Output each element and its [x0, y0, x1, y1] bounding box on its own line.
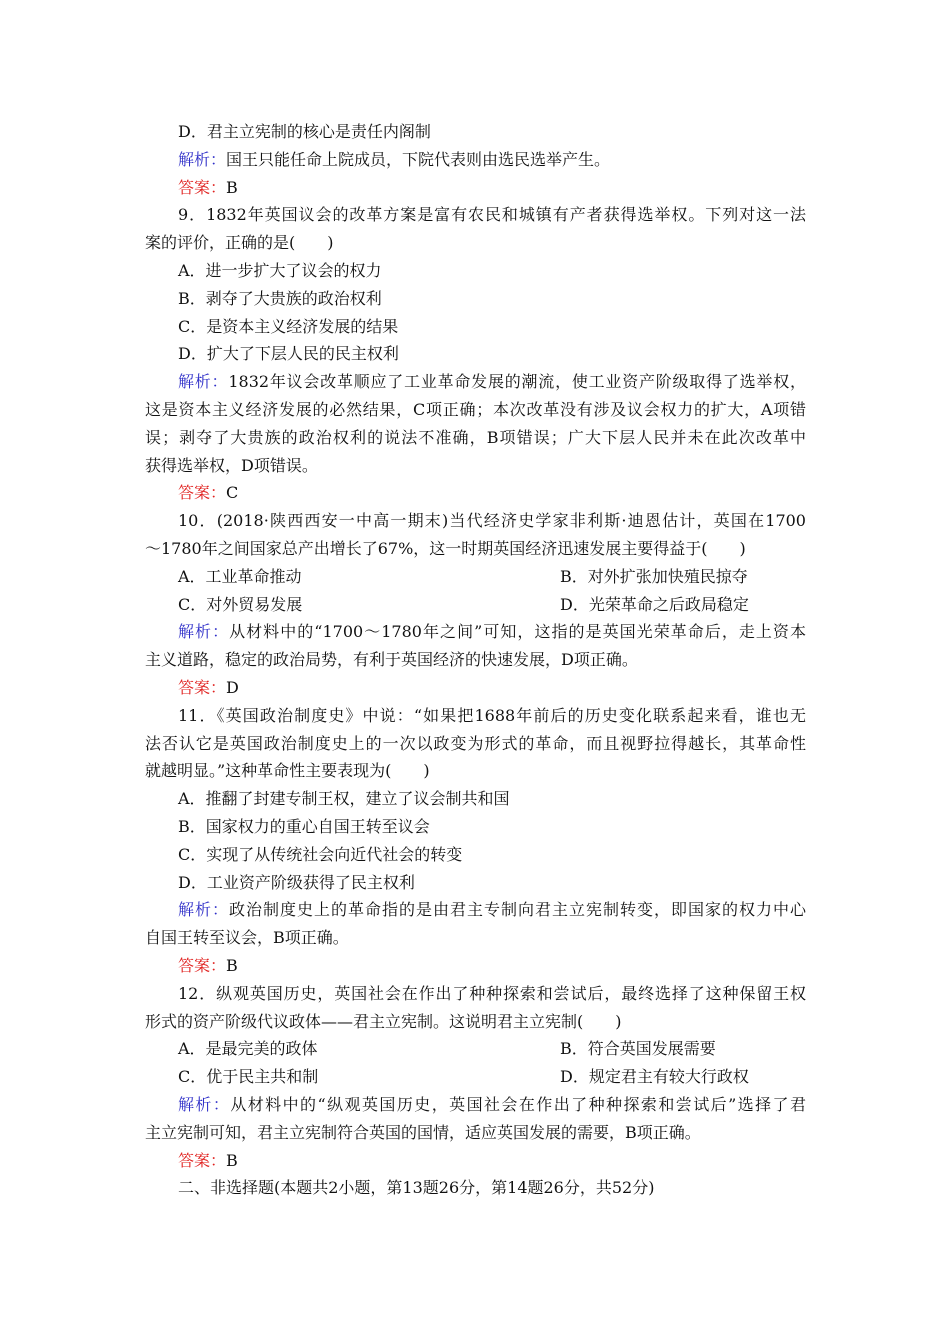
line-text: A．进一步扩大了议会的权力 [178, 261, 382, 280]
analysis-line [178, 368, 806, 396]
line-text: 从材料中的“纵观英国历史，英国社会在作出了种种探索和尝试后”选择了君 [230, 1095, 806, 1114]
line-text: B [226, 177, 238, 197]
line-text: C [226, 483, 239, 503]
text-line [145, 646, 806, 674]
line-text: ～1780年之间国家总产出增长了67%，这一时期英国经济迅速发展主要得益于( ) [145, 539, 746, 558]
line-text: C．优于民主共和制 [178, 1067, 319, 1087]
line-text: 二、非选择题(本题共2小题，第13题26分，第14题26分，共52分) [178, 1178, 655, 1198]
option-right-column: B．对外扩张加快殖民掠夺 [560, 566, 748, 586]
text-line [178, 785, 806, 813]
text-line [178, 1174, 806, 1202]
line-text: C．是资本主义经济发展的结果 [178, 316, 399, 336]
option-right-column: B．符合英国发展需要 [560, 1039, 716, 1059]
answer-line [178, 174, 806, 202]
line-text: C．实现了从传统社会向近代社会的转变 [178, 844, 463, 864]
text-line [178, 841, 806, 869]
line-text: 就越明显。”这种革命性主要表现为( ) [145, 761, 430, 781]
line-text: B [226, 956, 238, 975]
text-line [178, 1063, 806, 1091]
analysis-label: 解析： [178, 900, 229, 920]
text-line [145, 535, 806, 563]
line-text: 国王只能任命上院成员，下院代表则由选民选举产生。 [226, 149, 611, 169]
answer-line [178, 1147, 806, 1175]
line-text: A．是最完美的政体 [178, 1039, 318, 1059]
answer-line [178, 479, 806, 507]
line-text: D．君主立宪制的核心是责任内阁制 [178, 122, 431, 141]
text-line [145, 1119, 806, 1147]
line-text: 这是资本主义经济发展的必然结果，C项正确；本次改革没有涉及议会权力的扩大，A项错 [145, 400, 806, 419]
text-line [145, 757, 806, 785]
line-text: B [226, 1150, 238, 1170]
answer-label: 答案： [178, 1150, 227, 1170]
line-text: A．工业革命推动 [178, 566, 302, 586]
option-right-column: D．光荣革命之后政局稳定 [560, 594, 749, 614]
analysis-line [178, 146, 806, 174]
line-text: 获得选举权，D项错误。 [145, 455, 318, 475]
line-text: 案的评价，正确的是( ) [145, 233, 334, 253]
line-text: A．推翻了封建专制王权，建立了议会制共和国 [178, 789, 510, 809]
text-line [145, 396, 806, 424]
analysis-label: 解析： [178, 1095, 231, 1114]
text-line [178, 201, 806, 229]
analysis-label: 解析： [178, 622, 230, 642]
line-text: C．对外贸易发展 [178, 594, 303, 614]
line-text: D．工业资产阶级获得了民主权利 [178, 872, 415, 892]
line-text: 主义道路，稳定的政治局势，有利于英国经济的快速发展，D项正确。 [145, 650, 638, 670]
line-text: 9．1832年英国议会的改革方案是富有农民和城镇有产者获得选举权。下列对这一法 [178, 205, 806, 225]
analysis-line [178, 1091, 806, 1119]
line-text: 10．(2018·陕西西安一中高一期末)当代经济史学家非利斯·迪恩估计，英国在1700 [178, 511, 806, 531]
text-line [178, 1035, 806, 1063]
answer-label: 答案： [178, 678, 227, 697]
text-line [145, 1008, 806, 1036]
text-line [178, 340, 806, 368]
answer-label: 答案： [178, 177, 227, 197]
line-text: 形式的资产阶级代议政体——君主立宪制。这说明君主立宪制( ) [145, 1011, 622, 1031]
analysis-label: 解析： [178, 372, 229, 392]
line-text: D．扩大了下层人民的民主权利 [178, 344, 399, 364]
text-line [178, 313, 806, 341]
line-text: D [226, 678, 239, 697]
text-line [178, 285, 806, 313]
text-line [178, 591, 806, 619]
line-text: B．国家权力的重心自国王转至议会 [178, 817, 430, 836]
text-line [178, 507, 806, 535]
text-line [145, 424, 806, 452]
analysis-line [178, 618, 806, 646]
analysis-label: 解析： [178, 149, 227, 169]
answer-line [178, 952, 806, 980]
text-line [145, 229, 806, 257]
line-text: 12．纵观英国历史，英国社会在作出了种种探索和尝试后，最终选择了这种保留王权 [178, 983, 806, 1003]
line-text: 11．《英国政治制度史》中说：“如果把1688年前后的历史变化联系起来看，谁也无 [178, 705, 806, 725]
text-line [178, 257, 806, 285]
line-text: 自国王转至议会，B项正确。 [145, 928, 349, 948]
analysis-line [178, 896, 806, 924]
line-text: 误；剥夺了大贵族的政治权利的说法不准确，B项错误；广大下层人民并未在此次改革中 [145, 427, 806, 447]
line-text: 主立宪制可知，君主立宪制符合英国的国情，适应英国发展的需要，B项正确。 [145, 1122, 701, 1142]
text-line [178, 980, 806, 1008]
text-line [178, 702, 806, 730]
text-line [145, 924, 806, 952]
text-line [178, 813, 806, 841]
line-text: 从材料中的“1700～1780年之间”可知，这指的是英国光荣革命后，走上资本 [229, 622, 806, 642]
line-text: 1832年议会改革顺应了工业革命发展的潮流，使工业资产阶级取得了选举权， [228, 372, 806, 392]
line-text: B．剥夺了大贵族的政治权利 [178, 288, 382, 308]
line-text: 政治制度史上的革命指的是由君主专制向君主立宪制转变，即国家的权力中心 [229, 900, 806, 920]
text-line [178, 118, 806, 146]
option-right-column: D．规定君主有较大行政权 [560, 1067, 749, 1087]
text-line [178, 563, 806, 591]
answer-line [178, 674, 806, 702]
text-line [145, 452, 806, 480]
answer-label: 答案： [178, 483, 227, 503]
line-text: 法否认它是英国政治制度史上的一次以政变为形式的革命，而且视野拉得越长，其革命性 [145, 733, 806, 753]
text-line [145, 730, 806, 758]
text-line [178, 869, 806, 897]
answer-label: 答案： [178, 956, 227, 975]
